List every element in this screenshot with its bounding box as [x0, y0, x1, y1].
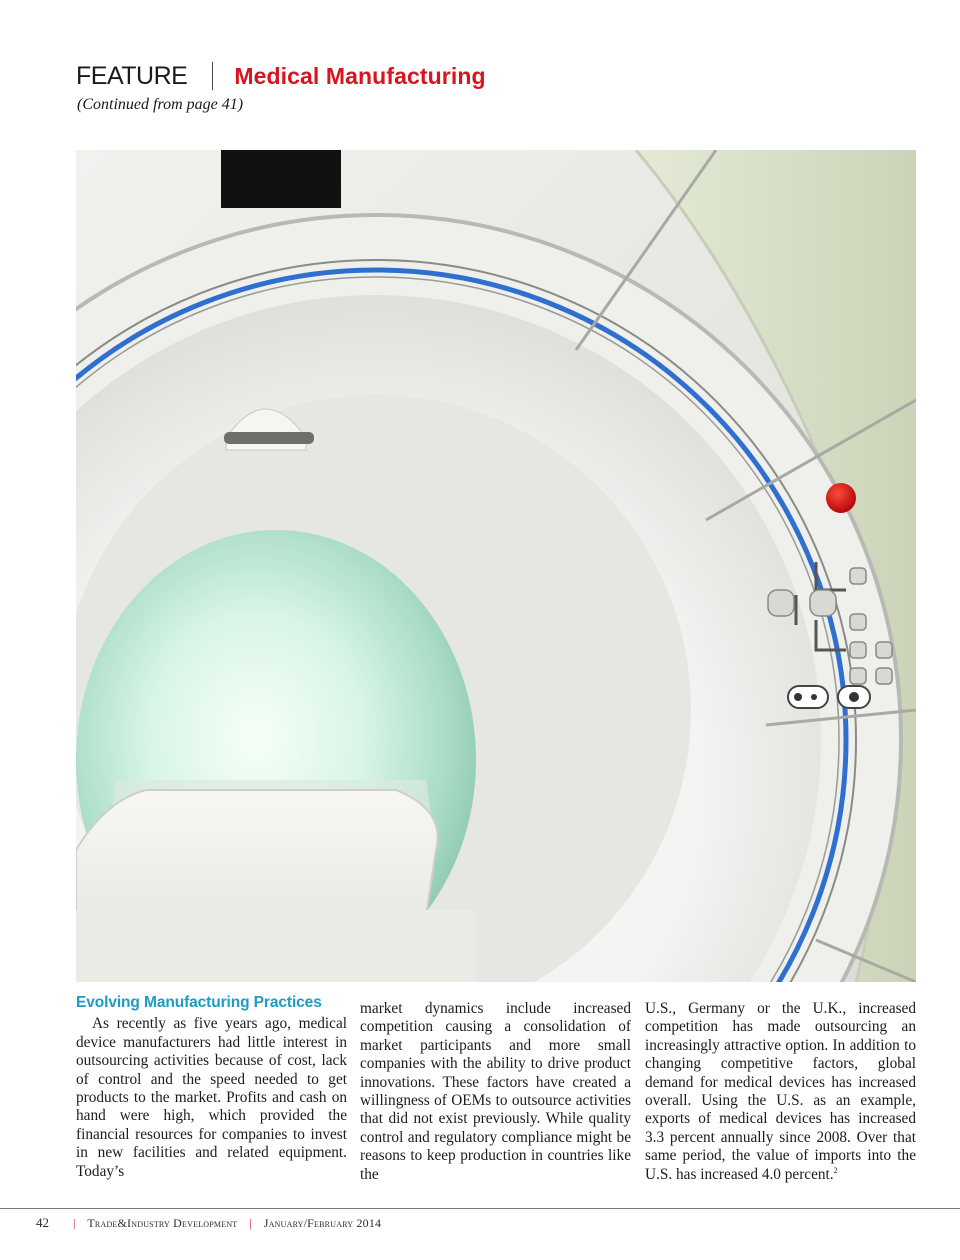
section-label: FEATURE [76, 61, 188, 90]
header-divider [212, 62, 213, 90]
mri-scanner-image [76, 150, 916, 982]
column-2-text: market dynamics include increased competition causing a consolidation of market participants and more small companies with the ability to drive product innovations. These factors have created a willingness of OEMs to outsource activities that did not exist previously. While quality control and regulatory compliance might be reasons to keep production in countries like the [360, 1000, 631, 1183]
header-line [76, 58, 486, 94]
footnote-marker: 2 [833, 1165, 838, 1175]
column-3-text: U.S., Germany or the U.K., increased competition has made outsourcing an increasingly attractive option. In addition to changing competitive factors, global demand for medical devices has increased overall. Using the U.S. as an example, exports of medical devices has increased 3.3 percent annually since 2008. Over that same period, the value of imports into the U.S. has increased 4.0 percent. [645, 1000, 916, 1183]
footer-rule [0, 1208, 960, 1209]
continued-note: (Continued from page 41) [77, 96, 244, 113]
article-column-3 [645, 1000, 916, 1184]
article-category: Medical Manufacturing [234, 62, 486, 89]
column-1-text: As recently as five years ago, medical device manufacturers had little interest in outsourcing activities because of cost, lack of control and the speed needed to get products to the market. Profits and cash on hand were high, which provided the financial resources for companies to invest in new facilities and related equipment. Today’s [76, 1015, 347, 1180]
footer-separator-1: | [73, 1215, 76, 1230]
issue-date: January/February 2014 [263, 1215, 382, 1230]
article-column-1 [76, 994, 347, 1181]
article-column-2 [360, 1000, 631, 1184]
article-header [76, 58, 486, 114]
page-footer [36, 1215, 381, 1231]
publication-name: Trade&Industry Development [87, 1215, 238, 1230]
page-number: 42 [36, 1215, 49, 1230]
article-subhead: Evolving Manufacturing Practices [76, 994, 322, 1011]
footer-separator-2: | [249, 1215, 252, 1230]
column-3-paragraph [645, 1000, 916, 1184]
